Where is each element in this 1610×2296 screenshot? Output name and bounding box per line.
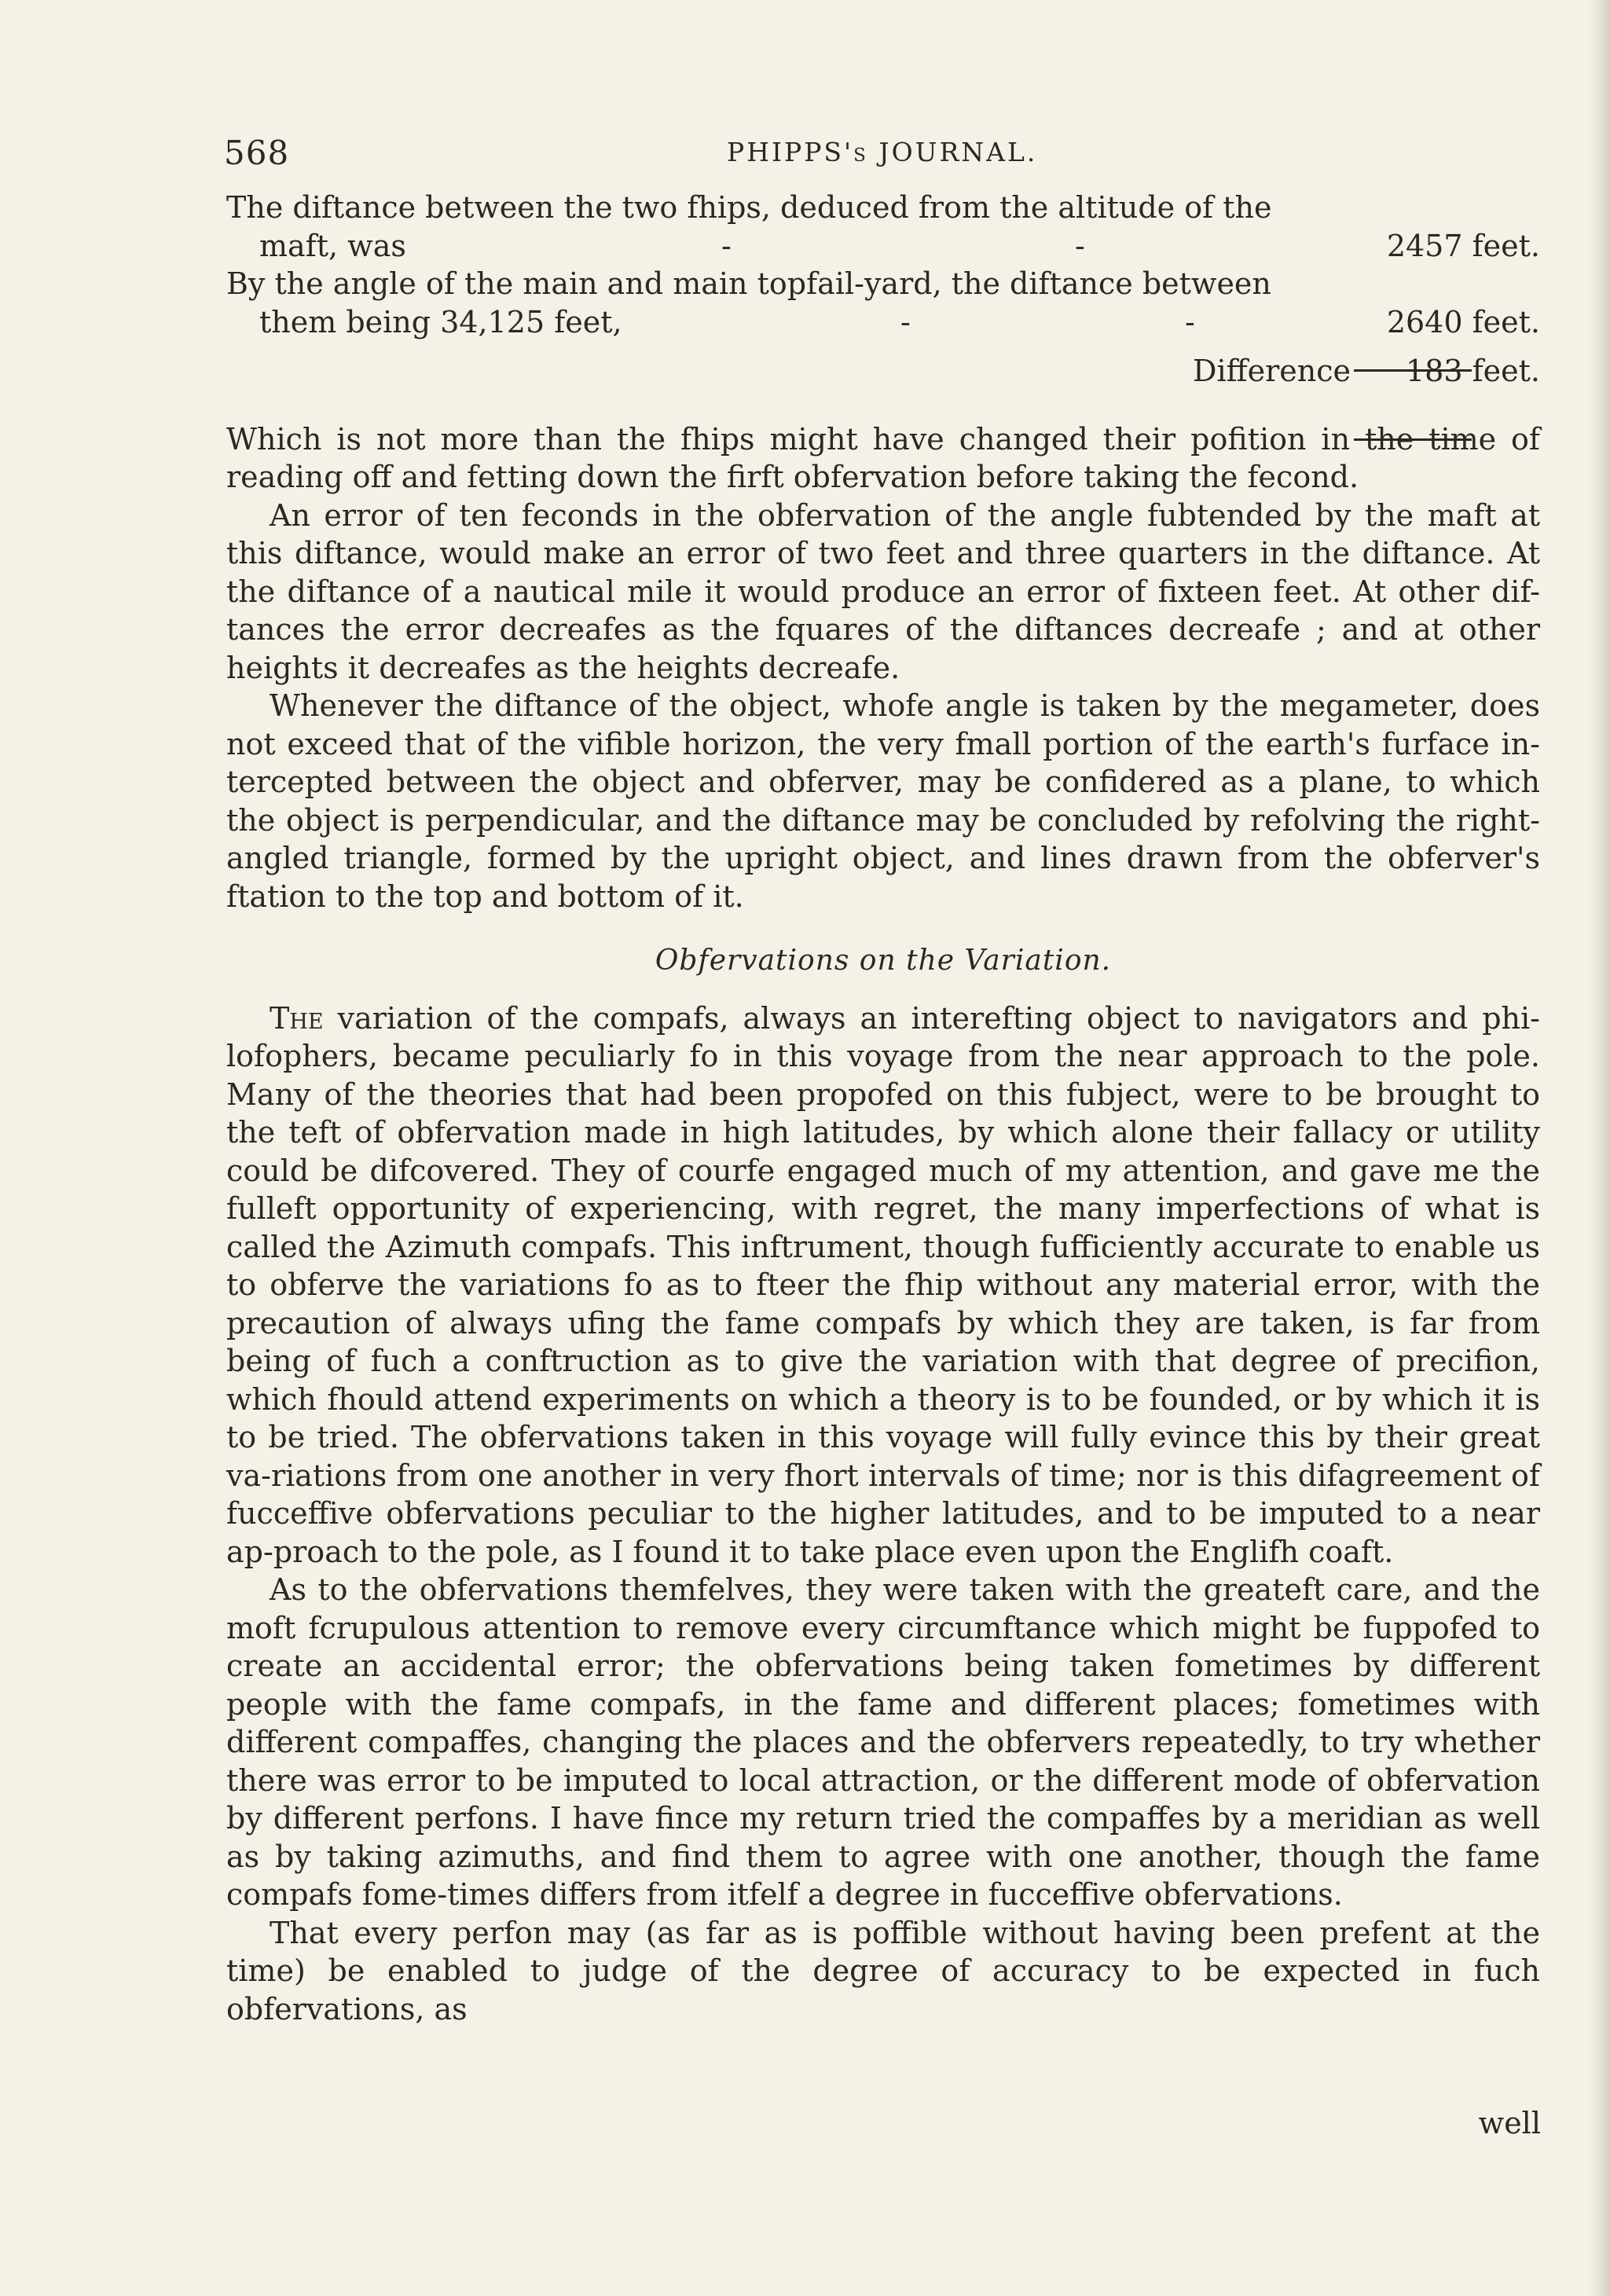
paragraph: An error of ten feconds in the obfervation of the angle fubtended by the maft at this diftance, would make an error of two feet and three quarters in the diftance. At the diftance of a nautical mile it would produce an error of fixteen feet. At other dif-tances the error decreafes as the fquares of the diftances decreafe ; and at other heights it decreafes as the heights decreafe. [226,497,1540,685]
section-heading: Obfervations on the Variation. [655,944,1112,977]
leader-dash: - [1185,304,1195,339]
computation-line [226,227,1540,266]
computation-value: 2457 feet. [1386,228,1540,263]
distance-computation [226,189,1540,391]
computation-line [226,303,1540,342]
body-text [226,189,1540,2028]
leader-dash: - [900,304,911,339]
catchword: well [1478,2106,1541,2140]
running-title: PHIPPS's JOURNAL. [727,137,1038,167]
leader-dash: - [1075,228,1085,263]
computation-value: 2640 feet. [1386,304,1540,339]
page-header [224,134,1544,181]
computation-text: By the angle of the main and main topfail-yard, the diftance between [226,266,1271,301]
leader-dash: - [721,228,732,263]
paragraph [226,999,1540,1572]
difference-line [226,352,1540,391]
paragraph: As to the obfervations themfelves, they were taken with the greateft care, and the moft fcrupulous attention to remove every circumftance which might be fuppofed to create an accidental error; the obfervations being taken fometimes by different people with the fame compafs, in the fame and different places; fometimes with different compaffes, changing the places and the obfervers repeatedly, to try whether there was error to be imputed to local attraction, or the different mode of obfervation by different perfons. I have fince my return tried the compaffes by a meridian as well as by taking azimuths, and find them to agree with one another, though the fame compafs fome-times differs from itfelf a degree in fucceffive obfervations. [226,1572,1540,1912]
paragraph: Whenever the diftance of the object, whofe angle is taken by the megameter, does not exceed that of the vifible horizon, the very fmall portion of the earth's furface in-tercepted between the object and obferver, may be confidered as a plane, to which the object is perpendicular, and the diftance may be concluded by refolving the right-angled triangle, formed by the upright object, and lines drawn from the obferver's ftation to the top and bottom of it. [226,688,1540,914]
computation-text: The diftance between the two fhips, deduced from the altitude of the [226,190,1272,225]
computation-label: them being 34,125 feet, [259,304,622,339]
paragraph: That every perfon may (as far as is poffible without having been prefent at the time) be enabled to judge of the degree of accuracy to be expected in fuch obfervations, as [226,1915,1540,2026]
page-edge-shadow [1590,0,1610,2296]
difference-label: Difference [1193,354,1351,388]
paragraph: Which is not more than the fhips might have changed their pofition in the time of reading off and fetting down the firft obfervation before taking the fecond. [226,421,1540,494]
lead-word: The [270,1000,324,1036]
computation-line [226,265,1540,303]
computation-label: maft, was [259,228,406,263]
paragraph-text: variation of the compafs, always an interefting object to navigators and phi-lofophers, became peculiarly fo in this voyage from the near approach to the pole. Many of the theories that had been propofed on this fubject, were to be brought to the teft of obfervation made in high latitudes, by which alone their fallacy or utility could be difcovered. They of courfe engaged much of my attention, and gave me the fulleft opportunity of experiencing, with regret, the many imperfections of what is called the Azimuth compafs. This inftrument, though fufficiently accurate to enable us to obferve the variations fo as to fteer the fhip without any material error, with the precaution of always ufing the fame compafs by which they are taken, is far from being of fuch a conftruction as to give the variation with that degree of precifion, which fhould attend experiments on which a theory is to be founded, or by which it is to be tried. The obfervations taken in this voyage will fully evince this by their great va-riations from one another in very fhort intervals of time; nor is this difagreement of fucceffive obfervations peculiar to the higher latitudes, and to be imputed to a near ap-proach to the pole, as I found it to take place even upon the Englifh coaft. [226,1000,1540,1569]
page-number: 568 [224,134,290,172]
difference-value: 183 feet. [1406,354,1540,388]
sum-rule [1354,438,1472,441]
computation-line [226,189,1540,227]
